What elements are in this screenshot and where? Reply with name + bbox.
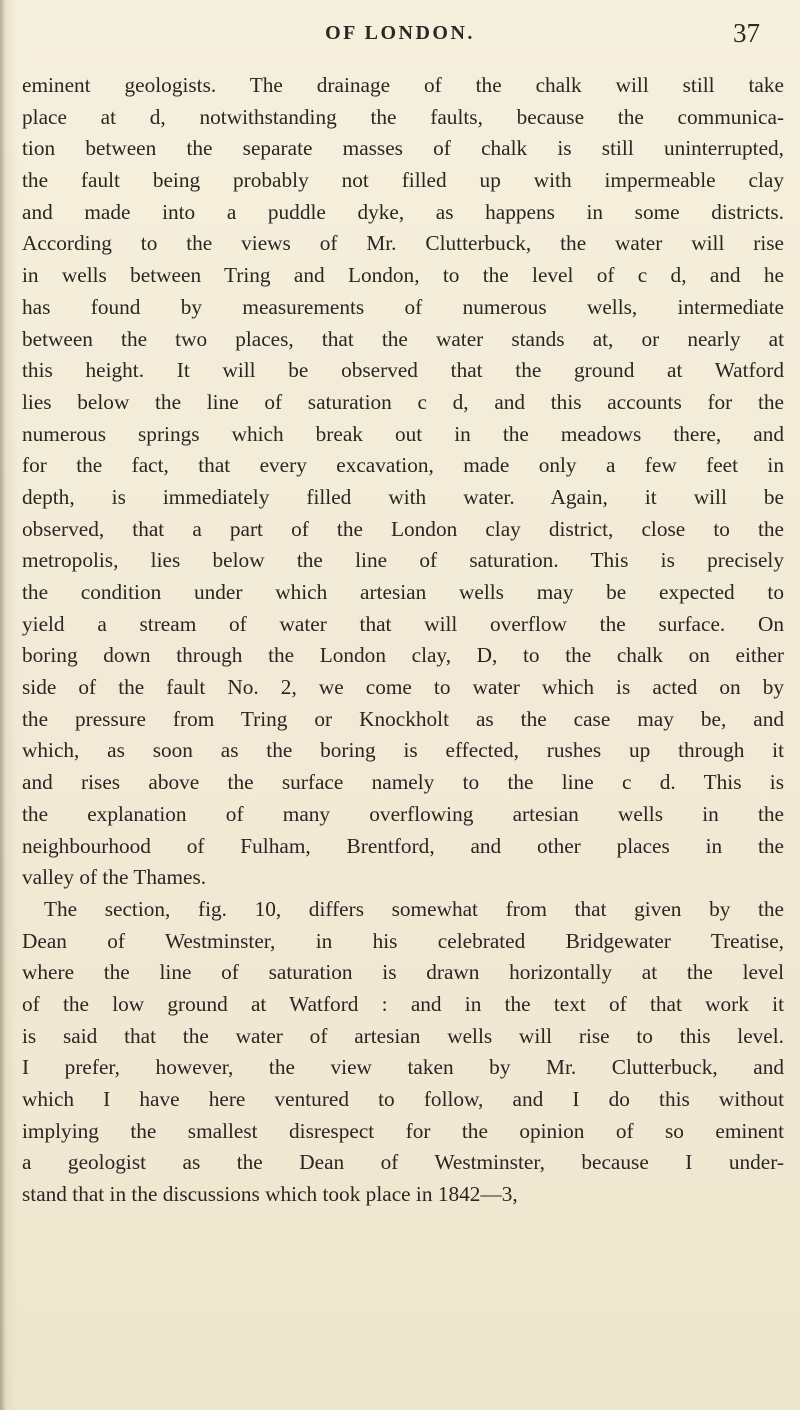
text-line: valley of the Thames. — [22, 865, 207, 890]
running-head — [0, 18, 800, 58]
paragraph — [22, 894, 784, 1211]
text-line: the pressure from Tring or Knockholt as the case may be, and — [22, 706, 784, 731]
text-line: lies below the line of saturation c d, and this accounts for the — [22, 389, 784, 414]
text-line: depth, is immediately filled with water. Again, it will be — [22, 484, 784, 509]
text-line: Dean of Westminster, in his celebrated Bridgewater Treatise, — [22, 928, 784, 953]
text-line: eminent geologists. The drainage of the chalk will still take — [22, 73, 784, 97]
page-number: 37 — [733, 18, 760, 48]
text-line: tion between the separate masses of chalk is still uninterrupted, — [22, 136, 784, 161]
text-line: the fault being probably not filled up with impermeable clay — [22, 168, 784, 193]
text-line: The section, fig. 10, differs somewhat from that given by the — [44, 896, 784, 921]
running-title: OF LONDON. — [325, 22, 475, 44]
text-line: numerous springs which break out in the meadows there, and — [22, 421, 784, 446]
text-line: stand that in the discussions which took place in 1842—3, — [22, 1182, 518, 1207]
text-line: a geologist as the Dean of Westminster, because I under- — [22, 1150, 784, 1175]
text-line: the condition under which artesian wells may be expected to — [22, 580, 784, 604]
text-line: yield a stream of water that will overflow the surface. On — [22, 611, 784, 636]
text-line: and made into a puddle dyke, as happens in some districts. — [22, 199, 784, 224]
text-line: metropolis, lies below the line of saturation. This is precisely — [22, 548, 784, 573]
text-line: According to the views of Mr. Clutterbuck, the water will rise — [22, 231, 784, 256]
text-line: for the fact, that every excavation, made only a few feet in — [22, 453, 784, 478]
text-line: which, as soon as the boring is effected, rushes up through it — [22, 738, 784, 763]
text-line: of the low ground at Watford : and in the text of that work it — [22, 991, 784, 1016]
text-line: implying the smallest disrespect for the opinion of so eminent — [22, 1118, 784, 1143]
text-line: between the two places, that the water stands at, or nearly at — [22, 326, 784, 351]
body-text — [22, 70, 784, 1211]
text-line: and rises above the surface namely to the line c d. This is — [22, 770, 784, 795]
text-line: I prefer, however, the view taken by Mr. Clutterbuck, and — [22, 1055, 784, 1080]
text-line: side of the fault No. 2, we come to water which is acted on by — [22, 675, 784, 700]
text-line: where the line of saturation is drawn horizontally at the level — [22, 960, 784, 985]
paragraph — [22, 70, 784, 894]
text-line: place at d, notwithstanding the faults, because the communica- — [22, 104, 784, 129]
text-line: this height. It will be observed that the ground at Watford — [22, 358, 784, 383]
text-line: the explanation of many overflowing artesian wells in the — [22, 801, 784, 826]
text-line: neighbourhood of Fulham, Brentford, and other places in the — [22, 833, 784, 858]
text-line: boring down through the London clay, D, to the chalk on either — [22, 643, 784, 668]
text-line: which I have here ventured to follow, and I do this without — [22, 1087, 784, 1111]
text-line: has found by measurements of numerous wells, intermediate — [22, 294, 784, 319]
text-line: in wells between Tring and London, to the level of c d, and he — [22, 263, 784, 288]
text-line: observed, that a part of the London clay district, close to the — [22, 516, 784, 541]
text-line: is said that the water of artesian wells will rise to this level. — [22, 1023, 784, 1048]
gutter-shadow — [0, 0, 6, 1410]
